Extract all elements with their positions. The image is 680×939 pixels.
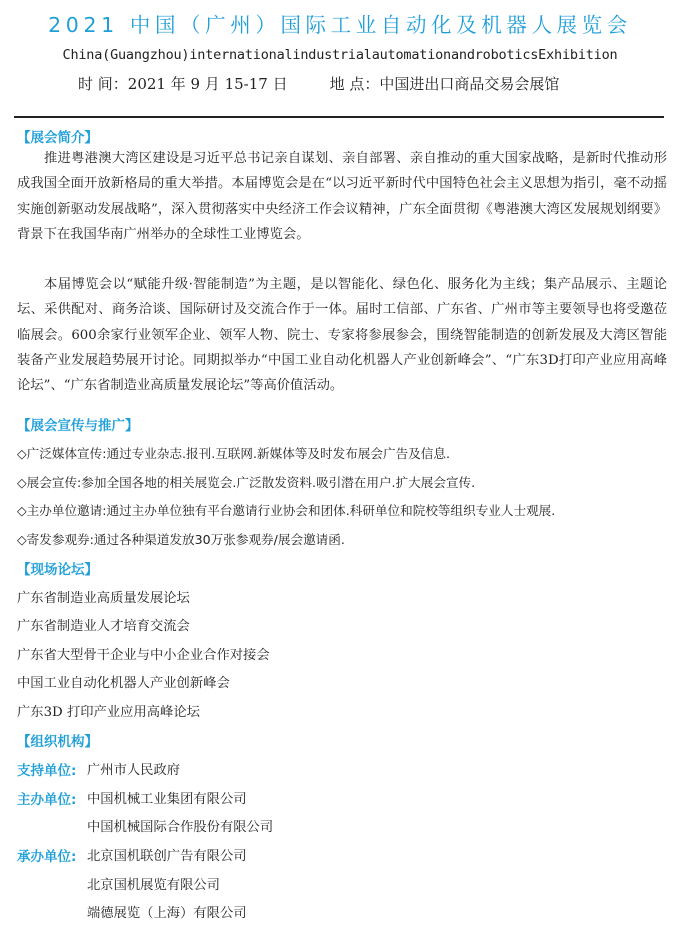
list-item: 广东省大型骨干企业与中小企业合作对接会: [17, 648, 270, 663]
section-heading-organization: 【组织机构】: [17, 734, 98, 750]
organizer-unit: 北京国机联创广告有限公司: [87, 849, 247, 864]
list-item: 广东省制造业人才培育交流会: [17, 619, 190, 634]
section-heading-intro: 【展会简介】: [17, 130, 98, 146]
time-value: 2021 年 9 月 15-17 日: [127, 75, 288, 93]
document-title: 2021 中国（广州）国际工业自动化及机器人展览会: [48, 13, 632, 37]
intro-paragraph: 推进粤港澳大湾区建设是习近平总书记亲自谋划、亲自部署、亲自推动的重大国家战略，是新时代推动形成我国全面开放新格局的重大举措。本届博览会是在“以习近平新时代中国特色社会主义思想为指引，毫不动摇实施创新驱动发展战略”，深入贯彻落实中央经济工作会议精神，广东全面贯彻《粤港澳大湾区发展规划纲要》背景下在我国华南广州举办的全球性工业博览会。: [17, 151, 667, 242]
intro-paragraph: 本届博览会以“赋能升级·智能制造”为主题，是以智能化、绿色化、服务化为主线；集产品展示、主题论坛、采供配对、商务洽谈、国际研讨及交流合作于一体。届时工信部、广东省、广州市等主要领导也将受邀莅临展会。600余家行业领军企业、领军人物、院士、专家将参展参会，围绕智能制造的创新发展及大湾区智能装备产业发展趋势展开讨论。同期拟举办“中国工业自动化机器人产业创新峰会”、“广东3D打印产业应用高峰论坛”、“广东省制造业高质量发展论坛”等高价值活动。: [17, 277, 667, 394]
document-subtitle: China(Guangzhou)internationalindustrialautomationandroboticsExhibition: [62, 47, 618, 63]
list-item: ◇主办单位邀请:通过主办单位独有平台邀请行业协会和团体.科研单位和院校等组织专业人士观展.: [17, 503, 556, 518]
host-label: 主办单位:: [17, 792, 77, 808]
list-item: 广东省制造业高质量发展论坛: [17, 591, 190, 606]
section-heading-promotion: 【展会宣传与推广】: [17, 418, 139, 434]
organizer-label: 承办单位:: [17, 849, 77, 865]
place-label: 地 点：: [329, 75, 380, 93]
header-divider: [14, 116, 664, 118]
section-heading-forums: 【现场论坛】: [17, 562, 98, 578]
place-value: 中国进出口商品交易会展馆: [379, 75, 560, 93]
organizer-unit: 北京国机展览有限公司: [87, 878, 220, 893]
list-item: 中国工业自动化机器人产业创新峰会: [17, 676, 230, 691]
host-unit: 中国机械国际合作股份有限公司: [87, 820, 274, 835]
host-unit: 中国机械工业集团有限公司: [87, 792, 247, 807]
list-item: ◇展会宣传:参加全国各地的相关展览会.广泛散发资料.吸引潜在用户.扩大展会宣传.: [17, 475, 476, 490]
organizer-unit: 端德展览（上海）有限公司: [87, 906, 247, 921]
event-meta: [78, 73, 559, 94]
list-item: ◇广泛媒体宣传:通过专业杂志.报刊.互联网.新媒体等及时发布展会广告及信息.: [17, 446, 450, 461]
support-unit: 广州市人民政府: [87, 763, 181, 778]
list-item: 广东3D 打印产业应用高峰论坛: [17, 705, 200, 720]
time-label: 时 间：: [78, 75, 128, 93]
list-item: ◇寄发参观券:通过各种渠道发放30万张参观券/展会邀请函.: [17, 532, 345, 547]
support-label: 支持单位:: [17, 763, 77, 779]
